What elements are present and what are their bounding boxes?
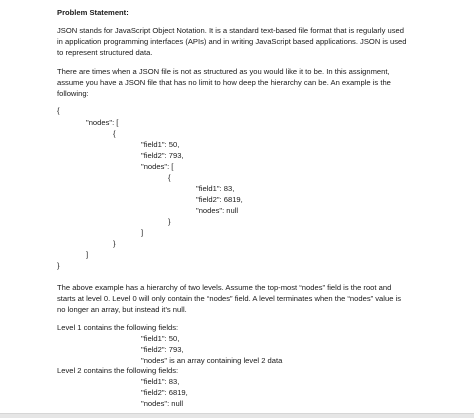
json-example-line: { xyxy=(57,106,60,115)
page-bottom-edge xyxy=(0,413,474,418)
level-field-line: "field1": 83, xyxy=(141,377,180,386)
json-example-line: "nodes": [ xyxy=(141,162,174,171)
paragraph-line: There are times when a JSON file is not as structured as you would like it to be. In this assignment, xyxy=(57,67,390,76)
json-example-line: "field2": 793, xyxy=(141,151,184,160)
intro-line: JSON stands for JavaScript Object Notation. It is a standard text-based file format that is regularly used xyxy=(57,26,404,35)
paragraph-line: The above example has a hierarchy of two levels. Assume the top-most “nodes” field is the root and xyxy=(57,283,392,292)
level-field-line: "field2": 793, xyxy=(141,345,184,354)
paragraph-line: starts at level 0. Level 0 will only contain the “nodes” field. A level terminates when the “nodes” value is xyxy=(57,294,402,303)
json-example-line: "field2": 6819, xyxy=(196,195,243,204)
paragraph-line: following: xyxy=(57,89,89,98)
json-example-line: "field1": 83, xyxy=(196,184,235,193)
json-example-line: { xyxy=(113,129,116,138)
problem-statement-heading: Problem Statement: xyxy=(57,8,129,17)
json-example-line: } xyxy=(168,217,171,226)
level-1-heading: Level 1 contains the following fields: xyxy=(57,323,179,332)
intro-line: to represent structured data. xyxy=(57,48,153,57)
intro-line: in application programming interfaces (APIs) and in writing JavaScript based applications. JSON is used xyxy=(57,37,407,46)
level-field-line: "nodes" is an array containing level 2 data xyxy=(141,356,283,365)
json-example-line: { xyxy=(168,173,171,182)
level-field-line: "nodes": null xyxy=(141,399,184,408)
json-example-line: "nodes": null xyxy=(196,206,239,215)
json-example-line: "field1": 50, xyxy=(141,140,180,149)
json-example-line: ] xyxy=(141,228,144,237)
level-field-line: "field1": 50, xyxy=(141,334,180,343)
json-example-line: "nodes": [ xyxy=(86,118,119,127)
level-field-line: "field2": 6819, xyxy=(141,388,188,397)
paragraph-line: no longer an array, but instead it’s null. xyxy=(57,305,187,314)
level-2-heading: Level 2 contains the following fields: xyxy=(57,366,179,375)
json-example-line: } xyxy=(113,239,116,248)
paragraph-line: assume you have a JSON file that has no limit to how deep the hierarchy can be. An example is the xyxy=(57,78,391,87)
json-example-line: ] xyxy=(86,250,89,259)
json-example-line: } xyxy=(57,261,60,270)
